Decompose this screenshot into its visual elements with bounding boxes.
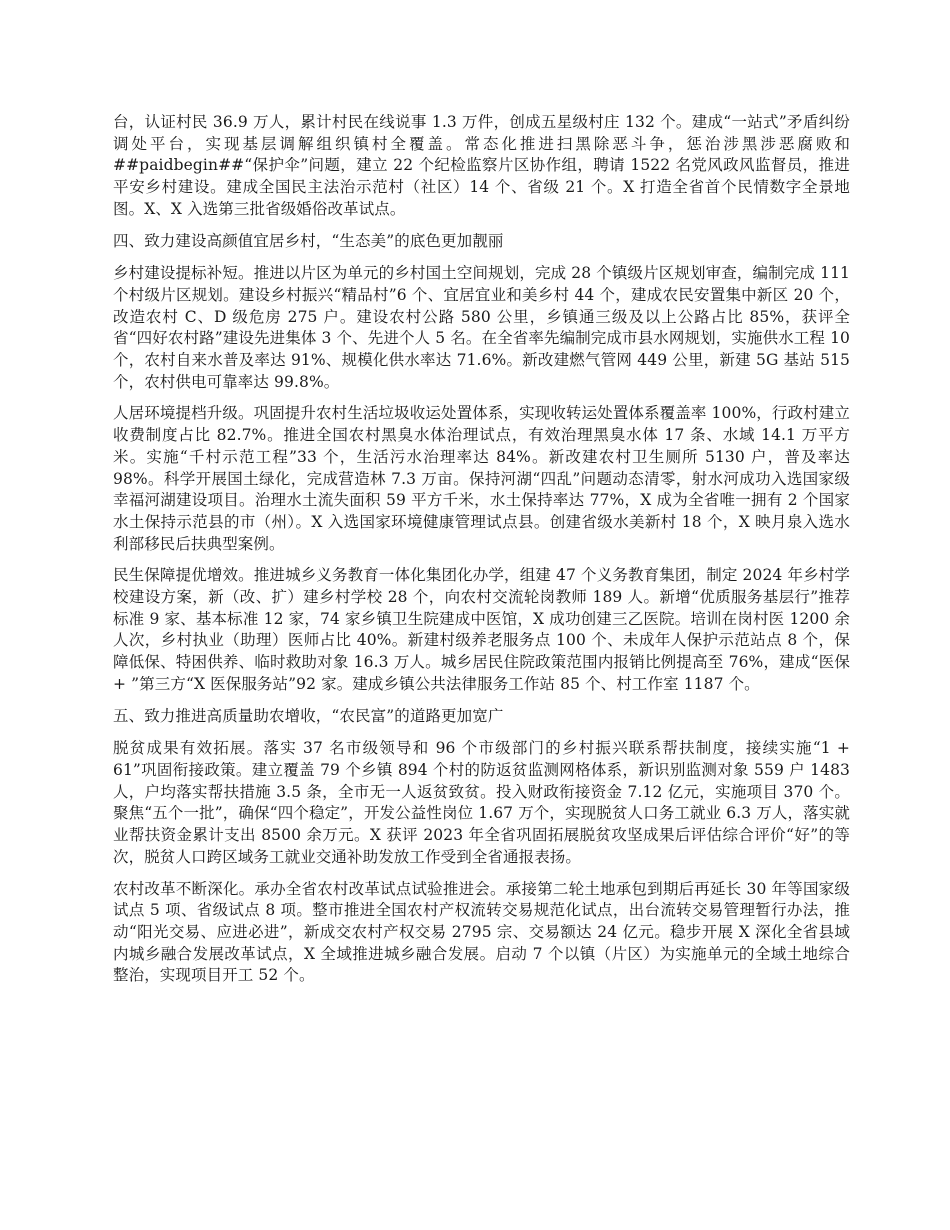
paragraph-livelihood-security: 民生保障提优增效。推进城乡义务教育一体化集团化办学，组建 47 个义务教育集团，制定 2024 年乡村学校建设方案，新（改、扩）建乡村学校 28 个，向农村交流轮岗教师 189 人。新增“优质服务基层行”推荐标准 9 家、基本标准 12 家，74 家乡镇卫生院建成中医馆，X 成功创建三乙医院。培训在岗村医 1200 余人次，乡村执业（助理）医师占比 40%。新建村级养老服务点 100 个、未成年人保护示范站点 8 个，保障低保、特困供养、临时救助对象 16.3 万人。城乡居民住院政策范围内报销比例提高至 76%，建成“医保 + ”第三方“X 医保服务站”92 家。建成乡镇公共法律服务工作站 85 个、村工作室 1187 个。 <box>113 566 850 693</box>
paragraph-rural-reform: 农村改革不断深化。承办全省农村改革试点试验推进会。承接第二轮土地承包到期后再延长 30 年等国家级试点 5 项、省级试点 8 项。整市推进全国农村产权流转交易规范化试点，出台流转交易管理暂行办法，推动“阳光交易、应进必进”，新成交农村产权交易 2795 宗、交易额达 24 亿元。稳步开展 X 深化全省县域内城乡融合发展改革试点，X 全域推进城乡融合发展。启动 7 个以镇（片区）为实施单元的全域土地综合整治，实现项目开工 52 个。 <box>113 879 850 985</box>
section-heading-farmer-income: 五、致力推进高质量助农增收，“农民富”的道路更加宽广 <box>113 706 504 725</box>
paragraph-rural-construction: 乡村建设提标补短。推进以片区为单元的乡村国土空间规划，完成 28 个镇级片区规划审查，编制完成 111 个村级片区规划。建设乡村振兴“精品村”6 个、宜居宜业和美乡村 44 个，建成农民安置集中新区 20 个，改造农村 C、D 级危房 275 户。建设农村公路 580 公里，乡镇通三级及以上公路占比 85%，获评全省“四好农村路”建设先进集体 3 个、先进个人 5 名。在全省率先编制完成市县水网规划，实施供水工程 10 个，农村自来水普及率达 91%、规模化供水率达 71.6%。新改建燃气管网 449 公里，新建 5G 基站 515 个，农村供电可靠率达 99.8%。 <box>113 264 850 391</box>
paragraph-grassroots-governance: 台，认证村民 36.9 万人，累计村民在线说事 1.3 万件，创成五星级村庄 132 个。建成“一站式”矛盾纠纷调处平台，实现基层调解组织镇村全覆盖。常态化推进扫黑除恶斗争，惩治涉黑涉恶腐败和##paidbegin##“保护伞”问题，建立 22 个纪检监察片区协作组，聘请 1522 名党风政风监督员，推进平安乡村建设。建成全国民主法治示范村（社区）14 个、省级 21 个。X 打造全省首个民情数字全景地图。X、X 入选第三批省级婚俗改革试点。 <box>113 113 850 218</box>
paragraph-living-environment: 人居环境提档升级。巩固提升农村生活垃圾收运处置体系，实现收转运处置体系覆盖率 100%，行政村建立收费制度占比 82.7%。推进全国农村黑臭水体治理试点，有效治理黑臭水体 17 条、水域 14.1 万平方米。实施“千村示范工程”33 个，生活污水治理率达 84%。新改建农村卫生厕所 5130 户，普及率达 98%。科学开展国土绿化，完成营造林 7.3 万亩。保持河湖“四乱”问题动态清零，射水河成功入选国家级幸福河湖建设项目。治理水土流失面积 59 平方千米，水土保持率达 77%，X 成为全省唯一拥有 2 个国家水土保持示范县的市（州）。X 入选国家环境健康管理试点县。创建省级水美新村 18 个，X 映月泉入选水利部移民后扶典型案例。 <box>113 404 850 553</box>
paragraph-poverty-alleviation: 脱贫成果有效拓展。落实 37 名市级领导和 96 个市级部门的乡村振兴联系帮扶制度，接续实施“1 + 61”巩固衔接政策。建立覆盖 79 个乡镇 894 个村的防返贫监测网格体系，新识别监测对象 559 户 1483 人，户均落实帮扶措施 3.5 条，全市无一人返贫致贫。投入财政衔接资金 7.12 亿元，实施项目 370 个。聚焦“五个一批”，确保“四个稳定”，开发公益性岗位 1.67 万个，实现脱贫人口务工就业 6.3 万人，落实就业帮扶资金累计支出 8500 余万元。X 获评 2023 年全省巩固拓展脱贫攻坚成果后评估综合评价“好”的等次，脱贫人口跨区域务工就业交通补助发放工作受到全省通报表扬。 <box>113 739 850 866</box>
section-heading-ecological-beauty: 四、致力建设高颜值宜居乡村，“生态美”的底色更加靓丽 <box>113 231 504 250</box>
document-body <box>113 112 850 997</box>
